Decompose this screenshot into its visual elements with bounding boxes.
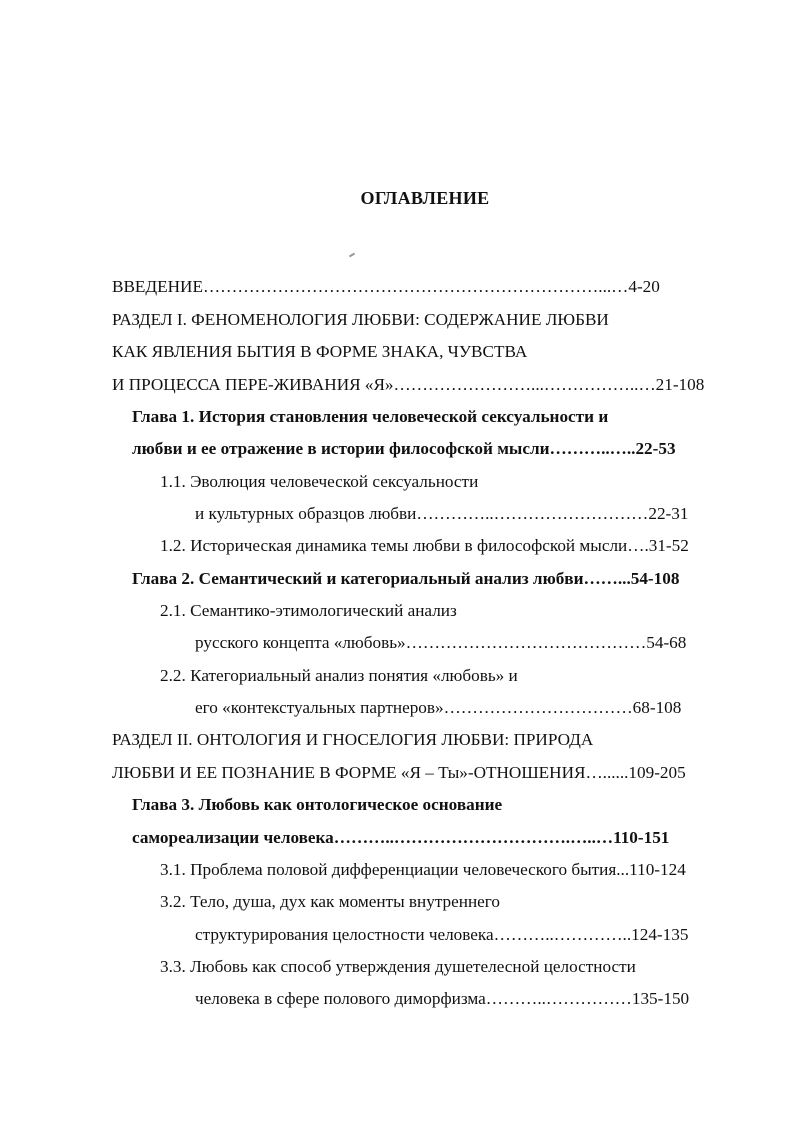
scan-artifact	[349, 253, 355, 258]
toc-section-1-line-3: И ПРОЦЕССА ПЕРЕ-ЖИВАНИЯ «Я»……………………...……………..…21-108	[112, 375, 705, 394]
toc-chapter-1-line-2: любви и ее отражение в истории философской мысли………..…..22-53	[132, 439, 676, 458]
toc-section-1-line-2: КАК ЯВЛЕНИЯ БЫТИЯ В ФОРМЕ ЗНАКА, ЧУВСТВА	[112, 342, 528, 361]
toc-section-2-line-2: ЛЮБВИ И ЕЕ ПОЗНАНИЕ В ФОРМЕ «Я – Ты»-ОТНОШЕНИЯ…......109-205	[112, 763, 686, 782]
toc-subsection-2-2-line-1: 2.2. Категориальный анализ понятия «любовь» и	[160, 666, 518, 685]
toc-subsection-3-3-line-2: человека в сфере полового диморфизма………..……………135-150	[195, 989, 690, 1008]
toc-subsection-3-1: 3.1. Проблема половой дифференциации человеческого бытия...110-124	[160, 860, 686, 879]
toc-subsection-2-1-line-1: 2.1. Семантико-этимологический анализ	[160, 601, 457, 620]
toc-section-1-line-1: РАЗДЕЛ I. ФЕНОМЕНОЛОГИЯ ЛЮБВИ: СОДЕРЖАНИЕ ЛЮБВИ	[112, 310, 609, 329]
toc-section-2-line-1: РАЗДЕЛ II. ОНТОЛОГИЯ И ГНОСЕЛОГИЯ ЛЮБВИ: ПРИРОДА	[112, 730, 594, 749]
toc-subsection-1-1-line-1: 1.1. Эволюция человеческой сексуальности	[160, 472, 479, 491]
toc-subsection-3-2-line-1: 3.2. Тело, душа, дух как моменты внутреннего	[160, 892, 500, 911]
toc-subsection-2-2-line-2: его «контекстуальных партнеров»……………………………68-108	[195, 698, 682, 717]
page-title: ОГЛАВЛЕНИЕ	[360, 188, 490, 208]
toc-subsection-2-1-line-2: русского концепта «любовь»……………………………………54-68	[195, 633, 687, 652]
toc-subsection-3-3-line-1: 3.3. Любовь как способ утверждения душетелесной целостности	[160, 957, 636, 976]
toc-chapter-3-line-1: Глава 3. Любовь как онтологическое основание	[132, 795, 503, 814]
toc-subsection-3-2-line-2: структурирования целостности человека………..…………..124-135	[195, 925, 689, 944]
toc-chapter-1-line-1: Глава 1. История становления человеческой сексуальности и	[132, 407, 609, 426]
toc-entry-introduction: ВВЕДЕНИЕ……………………………………………………………...…4-20	[112, 277, 660, 296]
toc-chapter-3-line-2: самореализации человека………..………………………….…..…110-151	[132, 828, 670, 847]
toc-subsection-1-1-line-2: и культурных образцов любви…………..………………………22-31	[195, 504, 689, 523]
toc-chapter-2: Глава 2. Семантический и категориальный анализ любви……...54-108	[132, 569, 680, 588]
toc-subsection-1-2: 1.2. Историческая динамика темы любви в философской мысли….31-52	[160, 536, 689, 555]
